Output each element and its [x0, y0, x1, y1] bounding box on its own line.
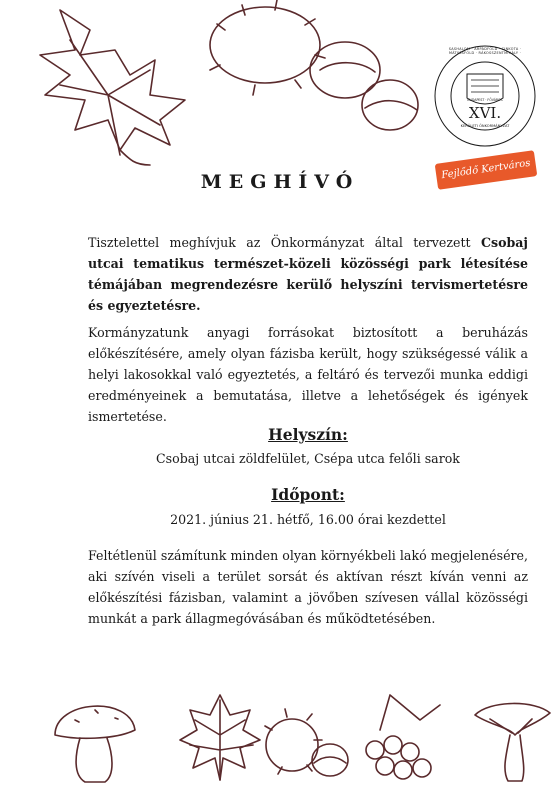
location-text: Csobaj utcai zöldfelület, Csépa utca felőli sarok — [156, 451, 460, 466]
mushroom-illustration — [45, 690, 145, 785]
intro-lead: Tisztelettel meghívjuk az Önkormányzat által tervezett — [88, 235, 481, 250]
funding-paragraph: Kormányzatunk anyagi forrásokat biztosított a beruházás előkészítésére, amely olyan fázisba került, hogy szükségessé válik a helyi lakosokkal való egyeztetés, a feltáró és tervezői munka eddigi eredményeinek a bemutatása, illetve a lehetőségek és igények ismertetése. — [88, 325, 528, 424]
seal-top-text: BUDAPEST · FŐVÁROS — [467, 98, 503, 102]
seal-ring-text: SASHALOM · ÁRPÁDFÖLD · CINKOTA · MÁTYÁSFÖLD · RÁKOSSZENTMIHÁLY · — [448, 47, 522, 55]
seal-inner-text: KERÜLETI ÖNKORMÁNYZAT — [460, 124, 510, 128]
intro-paragraph — [88, 232, 528, 316]
closing-paragraph: Feltétlenül számítunk minden olyan környékbeli lakó megjelenésére, aki szívén viseli a terület sorsát és aktívan részt kíván venni az előkészítési fázisban, valamint a jövőben szívesen vállal közösségi munkát a park állagmegóvásában és működtetésében. — [88, 548, 528, 626]
maple-leaf-illustration-top — [20, 0, 220, 170]
time-heading: Időpont: — [271, 485, 345, 504]
page-title: MEGHÍVÓ — [200, 171, 360, 193]
seal-numeral: XVI. — [468, 104, 502, 122]
chestnut-illustration-bottom — [262, 705, 352, 785]
fejlodo-kertvaros-badge: Fejlődő Kertváros — [435, 150, 538, 190]
location-heading: Helyszín: — [268, 425, 348, 444]
chanterelle-illustration — [470, 695, 555, 785]
berries-illustration — [360, 690, 450, 785]
leaf-illustration-bottom — [175, 690, 265, 785]
time-text: 2021. június 21. hétfő, 16.00 órai kezdettel — [170, 512, 446, 527]
intro-bold: Csobaj utcai tematikus természet-közeli közösségi park létesítése témájában megrendezésre kerülő helyszíni tervismertetésre és egyeztetésre. — [88, 235, 528, 313]
chestnut-illustration-top — [195, 0, 425, 140]
district-seal — [433, 44, 537, 148]
